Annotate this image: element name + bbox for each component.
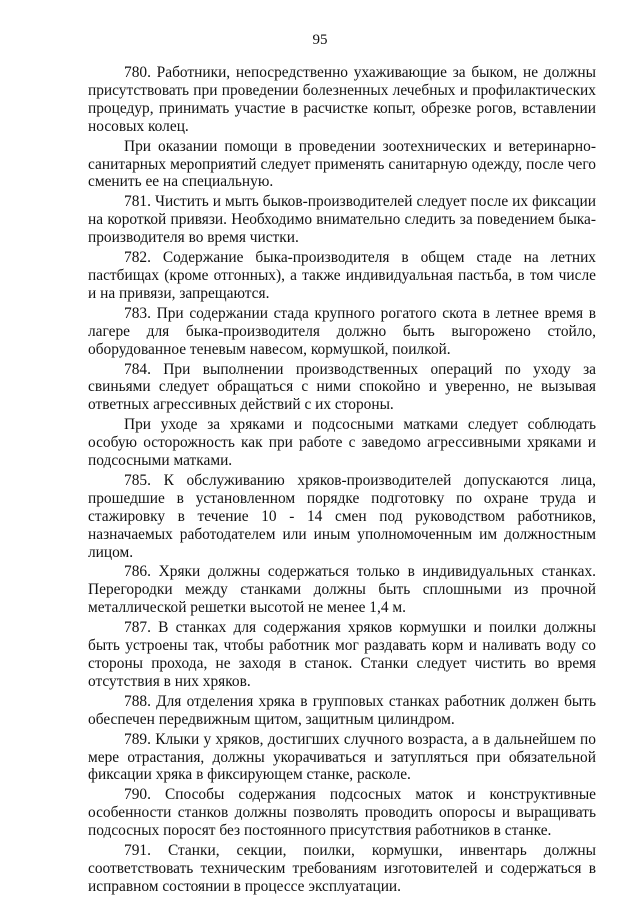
paragraph-780: 780. Работники, непосредственно ухаживающие за быком, не должны присутствовать при проведении болезненных лечебных и профилактических процедур, принимать участие в расчистке копыт, обрезке рогов, вставлении носовых колец.	[88, 64, 596, 135]
paragraph-790: 790. Способы содержания подсосных маток и конструктивные особенности станков должны позволять проводить опоросы и выращивать подсосных поросят без постоянного присутствия работников в станке.	[88, 786, 596, 840]
document-body	[88, 64, 596, 898]
paragraph-791: 791. Станки, секции, поилки, кормушки, инвентарь должны соответствовать техническим требованиям изготовителей и содержаться в исправном состоянии в процессе эксплуатации.	[88, 842, 596, 895]
paragraph-781: 781. Чистить и мыть быков-производителей следует после их фиксации на короткой привязи. Необходимо внимательно следить за поведением быка-производителя во время чистки.	[88, 193, 596, 247]
paragraph-783: 783. При содержании стада крупного рогатого скота в летнее время в лагере для быка-производителя должно быть выгорожено стойло, оборудованное теневым навесом, кормушкой, поилкой.	[88, 304, 596, 358]
paragraph-789: 789. Клыки у хряков, достигших случного возраста, а в дальнейшем по мере отрастания, должны укорачиваться и затупляться при обязательной фиксации хряка в фиксирующем станке, расколе.	[88, 730, 596, 784]
paragraph-785: 785. К обслуживанию хряков-производителей допускаются лица, прошедшие в установленном порядке подготовку по охране труда и стажировку в течение 10 - 14 смен под руководством работников, назначаемых работодателем или иным уполномоченным им должностным лицом.	[88, 471, 596, 561]
page-number: 95	[312, 32, 328, 48]
paragraph-784: 784. При выполнении производственных операций по уходу за свиньями следует обращаться с ними спокойно и уверенно, не вызывая ответных агрессивных действий с их стороны.	[88, 360, 596, 414]
paragraph-780-note: При оказании помощи в проведении зоотехнических и ветеринарно-санитарных мероприятий следует применять санитарную одежду, после чего сменить ее на специальную.	[88, 137, 596, 191]
paragraph-782: 782. Содержание быка-производителя в общем стаде на летних пастбищах (кроме отгонных), а также индивидуальная пастьба, в том числе и на привязи, запрещаются.	[88, 249, 596, 302]
paragraph-788: 788. Для отделения хряка в групповых станках работник должен быть обеспечен передвижным щитом, защитным цилиндром.	[88, 692, 596, 728]
paragraph-784-note: При уходе за хряками и подсосными матками следует соблюдать особую осторожность как при работе с заведомо агрессивными хряками и подсосными матками.	[88, 416, 596, 470]
paragraph-787: 787. В станках для содержания хряков кормушки и поилки должны быть устроены так, чтобы работник мог раздавать корм и наливать воду со стороны прохода, не заходя в станок. Станки следует чистить во время отсутствия в них хряков.	[88, 619, 596, 690]
paragraph-786: 786. Хряки должны содержаться только в индивидуальных станках. Перегородки между станками должны быть сплошными из прочной металлической решетки высотой не менее 1,4 м.	[88, 563, 596, 617]
